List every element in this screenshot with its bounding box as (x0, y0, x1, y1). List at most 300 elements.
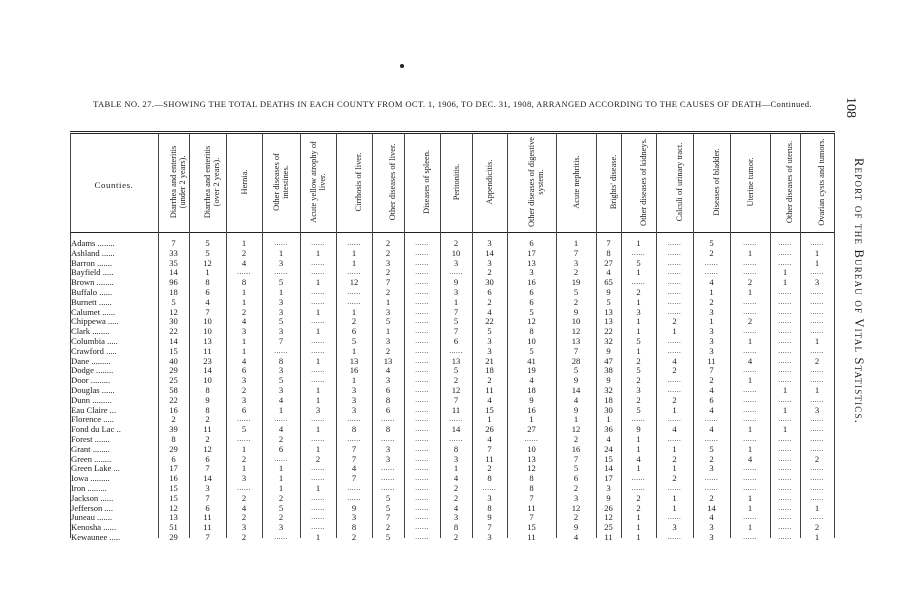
column-header-label: Diarrhea and enteritis (over 2 years). (203, 145, 221, 219)
table-cell: 11 (203, 345, 212, 356)
table-cell: 8 (529, 483, 534, 493)
column-header-label: Cirrhosis of liver. (354, 152, 363, 212)
table-cell: ...... (667, 484, 682, 492)
table-cell: ...... (778, 307, 792, 316)
table-cell: 5 (278, 375, 284, 386)
table-cell: ...... (311, 346, 325, 355)
table-cell: ...... (810, 425, 824, 434)
table-cell: 7 (709, 365, 714, 376)
table-cell: ...... (415, 268, 429, 277)
table-cell: 4 (241, 316, 247, 327)
table-cell: 15 (527, 522, 536, 533)
table-cell: 7 (171, 238, 176, 248)
table-cell: ...... (311, 288, 325, 296)
table-cell: 7 (453, 394, 459, 405)
table-cell: 1 (315, 277, 321, 288)
table-cell: 3 (351, 512, 357, 523)
table-cell: 15 (169, 492, 178, 503)
table-cell: ...... (743, 366, 757, 375)
column-header (300, 135, 336, 230)
table-cell: ...... (311, 376, 325, 385)
table-cell: 3 (241, 394, 247, 405)
table-cell: 65 (604, 277, 613, 288)
table-cell: 3 (351, 404, 357, 415)
table-cell: 1 (573, 238, 579, 248)
table-cell: 15 (169, 345, 178, 356)
table-cell: 7 (385, 277, 391, 288)
column-header (404, 135, 440, 230)
table-cell: ...... (743, 239, 757, 247)
table-cell: 12 (571, 502, 581, 513)
table-cell: 4 (487, 434, 492, 444)
table-cell: 1 (747, 443, 753, 454)
table-cell: 12 (527, 316, 536, 327)
table-cell: 1 (315, 385, 321, 395)
table-cell: 2 (573, 434, 579, 444)
table-cell: 10 (203, 326, 212, 337)
table-cell: ...... (743, 307, 757, 316)
table-cell: 10 (527, 443, 536, 454)
table-cell: ...... (415, 405, 429, 414)
table-cell: ...... (810, 444, 824, 453)
table-cell: ...... (810, 376, 824, 385)
table-cell: ...... (482, 484, 497, 492)
table-cell: 6 (529, 296, 534, 307)
column-header (621, 135, 656, 230)
table-cell: 1 (782, 404, 788, 415)
table-cell: ...... (743, 474, 757, 483)
county-name: Brown ........ (71, 278, 114, 288)
table-cell: ...... (810, 395, 824, 404)
table-cell: ...... (810, 464, 824, 473)
table-cell: ...... (810, 317, 824, 326)
table-cell: 10 (571, 316, 581, 327)
table-cell: 9 (205, 394, 210, 405)
table-cell: ...... (415, 327, 429, 336)
header-bottom-rule (70, 232, 835, 233)
table-cell: 9 (351, 502, 357, 513)
table-cell: 1 (782, 277, 788, 288)
table-cell: 7 (385, 512, 391, 523)
table-row (0, 357, 920, 367)
county-name: Iowa ......... (71, 474, 110, 484)
table-cell: 4 (747, 453, 753, 464)
table-cell: ...... (415, 346, 429, 355)
table-cell: 2 (814, 453, 820, 464)
table-cell: 5 (573, 365, 579, 376)
table-cell: 3 (278, 385, 284, 395)
table-row (0, 259, 920, 269)
table-cell: ...... (743, 258, 757, 267)
table-cell: 1 (814, 247, 820, 258)
table-cell: 1 (241, 336, 247, 346)
table-cell: ...... (778, 503, 792, 512)
table-cell: 1 (529, 414, 534, 425)
table-cell: 9 (453, 277, 459, 288)
table-cell: 7 (529, 512, 534, 523)
table-cell: ...... (667, 435, 682, 443)
table-cell: 8 (205, 277, 210, 288)
table-cell: ...... (449, 435, 463, 443)
table-cell: 1 (709, 287, 714, 297)
table-cell: ...... (667, 376, 682, 385)
table-cell: ...... (810, 346, 824, 355)
table-cell: 1 (782, 385, 788, 395)
table-row (0, 337, 920, 347)
table-cell: 11 (203, 522, 212, 533)
table-cell: 3 (385, 336, 391, 346)
table-cell: 7 (487, 522, 492, 533)
table-cell: ...... (524, 435, 539, 443)
table-cell: ...... (810, 493, 824, 502)
table-cell: ...... (778, 288, 792, 296)
table-cell: 2 (709, 492, 714, 503)
table-cell: 1 (782, 424, 788, 435)
table-cell: ...... (415, 395, 429, 404)
table-cell: 5 (606, 296, 611, 307)
county-name: Kenosha ...... (71, 523, 117, 533)
table-cell: ...... (415, 474, 429, 483)
table-cell: 5 (709, 238, 714, 248)
table-cell: 2 (385, 345, 391, 356)
table-cell: 2 (709, 375, 714, 386)
table-cell: ...... (311, 474, 325, 483)
table-cell: 1 (315, 394, 321, 405)
table-cell: ...... (743, 405, 757, 414)
table-cell: 15 (604, 453, 613, 464)
table-cell: ...... (347, 484, 361, 492)
table-cell: ...... (778, 415, 792, 424)
table-cell: ...... (415, 307, 429, 316)
table-cell: ...... (778, 297, 792, 306)
table-cell: ...... (810, 435, 824, 443)
county-name: Clark ........ (71, 327, 110, 337)
table-cell: 19 (527, 365, 536, 376)
table-cell: ...... (704, 268, 719, 277)
table-cell: 7 (573, 345, 579, 356)
table-cell: 2 (672, 453, 677, 464)
top-rule (70, 131, 835, 132)
table-row (0, 317, 920, 327)
county-name: Buffalo ...... (71, 288, 113, 297)
table-row (0, 494, 920, 504)
table-cell: 16 (169, 404, 178, 415)
table-cell: 1 (636, 296, 641, 307)
county-name: Forest ....... (71, 435, 110, 444)
table-cell: 9 (606, 492, 611, 503)
table-cell: 2 (385, 267, 391, 278)
table-cell: 11 (604, 532, 613, 542)
county-name: Green ........ (71, 454, 112, 464)
table-cell: 1 (241, 287, 247, 297)
table-cell: 1 (315, 483, 321, 493)
table-cell: 40 (169, 355, 178, 366)
table-cell: 3 (573, 257, 579, 268)
table-cell: 2 (241, 385, 247, 395)
table-cell: 1 (315, 326, 321, 337)
table-cell: 2 (747, 316, 753, 327)
county-name: Calumet ...... (71, 307, 116, 317)
table-row (0, 484, 920, 494)
table-cell: ...... (631, 474, 646, 483)
table-row (0, 278, 920, 288)
table-cell: 4 (487, 394, 492, 405)
table-cell: 3 (709, 326, 714, 337)
table-row (0, 415, 920, 425)
table-cell: ...... (274, 346, 288, 355)
table-cell: 9 (573, 375, 579, 386)
table-cell: 2 (351, 532, 357, 542)
column-header (158, 135, 189, 230)
table-cell: 2 (241, 532, 247, 542)
top-rule-second (70, 133, 835, 134)
table-cell: 1 (672, 463, 677, 474)
table-cell: 14 (571, 385, 581, 395)
county-name: Barron ....... (71, 258, 113, 268)
table-cell: 3 (636, 306, 641, 317)
column-header-label: Ovarian cysts and tumors. (817, 138, 826, 226)
table-cell: ...... (347, 435, 361, 443)
table-cell: 12 (203, 257, 212, 268)
table-cell: 1 (636, 326, 641, 337)
county-name: Dunn ......... (71, 395, 112, 405)
table-cell: ...... (415, 278, 429, 287)
table-cell: 4 (241, 257, 247, 268)
table-cell: ...... (415, 454, 429, 463)
table-cell: 9 (573, 522, 579, 533)
table-cell: 3 (241, 326, 247, 337)
table-cell: 3 (709, 532, 714, 542)
table-cell: ...... (415, 503, 429, 512)
table-cell: ...... (743, 513, 757, 522)
column-header (770, 135, 800, 230)
table-cell: ...... (667, 268, 682, 277)
table-cell: 16 (571, 443, 581, 454)
table-row (0, 464, 920, 474)
table-cell: 7 (351, 453, 357, 464)
table-cell: 11 (451, 404, 461, 415)
table-cell: 9 (636, 424, 641, 435)
table-cell: 1 (747, 502, 753, 513)
county-name: Burnett ...... (71, 297, 112, 307)
table-cell: 8 (171, 434, 176, 444)
column-header (730, 135, 770, 230)
column-header-label: Peritonitis. (451, 163, 461, 201)
table-cell: 7 (351, 443, 357, 454)
column-header-label: Other diseases of digestive system. (527, 137, 545, 228)
table-cell: 7 (351, 473, 357, 484)
county-name: Crawford ..... (71, 346, 117, 356)
table-cell: 28 (571, 355, 581, 366)
table-cell: 3 (278, 296, 284, 307)
table-cell: ...... (810, 513, 824, 522)
column-header-label: Hernia. (239, 169, 249, 195)
table-cell: 5 (351, 336, 357, 346)
table-cell: 5 (171, 296, 176, 307)
table-cell: 1 (278, 483, 284, 493)
table-row (0, 435, 920, 445)
column-header-label: Diseases of bladder. (711, 148, 721, 216)
table-cell: ...... (743, 268, 757, 277)
table-cell: 6 (241, 365, 247, 376)
table-cell: 3 (453, 257, 459, 268)
table-cell: 11 (707, 355, 716, 366)
table-cell: ...... (667, 337, 682, 345)
column-header-label: Other diseases of liver. (388, 143, 397, 221)
table-cell: 6 (278, 443, 284, 454)
table-cell: 4 (606, 267, 611, 278)
table-cell: 3 (487, 492, 492, 503)
table-cell: 21 (485, 355, 494, 366)
table-cell: 1 (636, 463, 641, 474)
table-cell: 18 (485, 365, 494, 376)
table-cell: 13 (604, 316, 613, 327)
table-cell: 18 (527, 385, 536, 395)
table-cell: 5 (636, 365, 641, 376)
table-cell: ...... (415, 444, 429, 453)
table-cell: 6 (573, 473, 579, 484)
table-cell: 4 (385, 365, 391, 376)
column-header (507, 135, 556, 230)
table-cell: ...... (415, 366, 429, 375)
table-row (0, 474, 920, 484)
table-cell: ...... (347, 493, 361, 502)
table-cell: 13 (203, 336, 212, 346)
table-cell: ...... (415, 484, 429, 492)
table-cell: 4 (672, 424, 677, 435)
table-cell: 12 (169, 502, 178, 513)
table-cell: ...... (381, 464, 395, 473)
table-cell: 22 (169, 394, 178, 405)
table-cell: 8 (278, 355, 284, 366)
table-cell: ...... (810, 307, 824, 316)
table-cell: 2 (385, 522, 391, 533)
table-cell: ...... (743, 327, 757, 336)
running-head-text: Report of the Bureau of Vital Statistics. (852, 158, 866, 425)
table-cell: ...... (810, 474, 824, 483)
table-cell: ...... (449, 268, 463, 277)
table-cell: 2 (351, 316, 357, 327)
column-header-label: Diseases of spleen. (422, 150, 431, 214)
table-cell: 1 (636, 316, 641, 327)
table-title: TABLE NO. 27.—SHOWING THE TOTAL DEATHS IN EACH COUNTY FROM OCT. 1, 1906, TO DEC. 31, 1908, ARRANGED ACCORDING TO THE CAUSES OF DEATH—Continued. (93, 99, 812, 109)
county-name: Columbia ..... (71, 337, 118, 346)
table-cell: ...... (778, 366, 792, 375)
table-cell: 3 (573, 492, 579, 503)
table-cell: 10 (203, 316, 212, 327)
table-cell: 2 (453, 532, 459, 542)
county-name: Jefferson .... (71, 503, 114, 513)
table-cell: 47 (604, 355, 613, 366)
table-cell: ...... (311, 258, 325, 267)
table-cell: 5 (573, 287, 579, 297)
table-cell: ...... (778, 513, 792, 522)
table-cell: 1 (747, 287, 753, 297)
table-cell: 14 (485, 247, 494, 258)
table-cell: 11 (485, 385, 494, 395)
table-cell: 9 (606, 345, 611, 356)
table-cell: 1 (315, 355, 321, 366)
table-cell: 1 (747, 336, 753, 346)
table-cell: 14 (451, 424, 461, 435)
table-cell: 1 (636, 434, 641, 444)
table-cell: 30 (485, 277, 494, 288)
table-cell: 3 (205, 483, 210, 493)
table-cell: 3 (487, 345, 492, 356)
table-cell: 25 (604, 522, 613, 533)
table-cell: 2 (573, 512, 579, 523)
table-cell: 1 (782, 267, 788, 278)
table-cell: ...... (778, 435, 792, 443)
table-cell: 5 (241, 424, 247, 435)
table-cell: 1 (351, 306, 357, 317)
table-cell: ...... (778, 493, 792, 502)
table-cell: ...... (810, 366, 824, 375)
table-cell: 4 (606, 434, 611, 444)
column-header-label: Brights' disease. (608, 154, 618, 210)
county-name: Green Lake ... (71, 464, 120, 474)
table-cell: ...... (778, 464, 792, 473)
table-cell: 1 (814, 336, 820, 346)
table-cell: ...... (311, 337, 325, 345)
table-cell: 4 (573, 394, 579, 405)
column-header (226, 135, 262, 230)
table-cell: ...... (415, 248, 429, 257)
table-cell: 2 (814, 355, 820, 366)
table-cell: 14 (169, 267, 178, 278)
table-cell: 2 (453, 375, 459, 386)
table-cell: 9 (606, 375, 611, 386)
table-cell: 2 (278, 512, 284, 523)
table-cell: 4 (241, 502, 247, 513)
table-cell: 10 (451, 247, 461, 258)
column-header-label: Acute yellow atrophy of liver. (309, 141, 327, 223)
table-cell: ...... (347, 239, 361, 247)
table-cell: ...... (274, 533, 288, 541)
table-cell: 1 (747, 424, 753, 435)
table-cell: ...... (381, 484, 395, 492)
county-name: Fond du Lac .. (71, 425, 121, 435)
table-cell: 2 (636, 355, 641, 366)
table-cell: 96 (169, 277, 178, 288)
table-cell: 6 (487, 287, 492, 297)
table-cell: 3 (278, 306, 284, 317)
table-cell: 14 (169, 336, 178, 346)
table-cell: ...... (631, 248, 646, 257)
table-cell: 7 (606, 238, 611, 248)
table-cell: ...... (237, 415, 251, 424)
table-cell: 1 (278, 473, 284, 484)
table-cell: ...... (415, 356, 429, 365)
table-cell: ...... (778, 454, 792, 463)
table-cell: 13 (527, 257, 536, 268)
table-cell: ...... (704, 474, 719, 483)
table-cell: 26 (604, 502, 613, 513)
table-cell: 3 (278, 326, 284, 337)
table-cell: 5 (385, 492, 391, 503)
table-cell: 4 (636, 453, 641, 464)
table-cell: 3 (278, 365, 284, 376)
table-cell: 1 (636, 238, 641, 248)
table-cell: ...... (347, 415, 361, 424)
table-cell: ...... (778, 248, 792, 257)
table-cell: 1 (573, 414, 579, 425)
table-cell: ...... (743, 435, 757, 443)
table-cell: ...... (778, 239, 792, 247)
table-cell: 22 (485, 316, 494, 327)
table-cell: 7 (205, 532, 210, 542)
table-cell: 3 (241, 473, 247, 484)
